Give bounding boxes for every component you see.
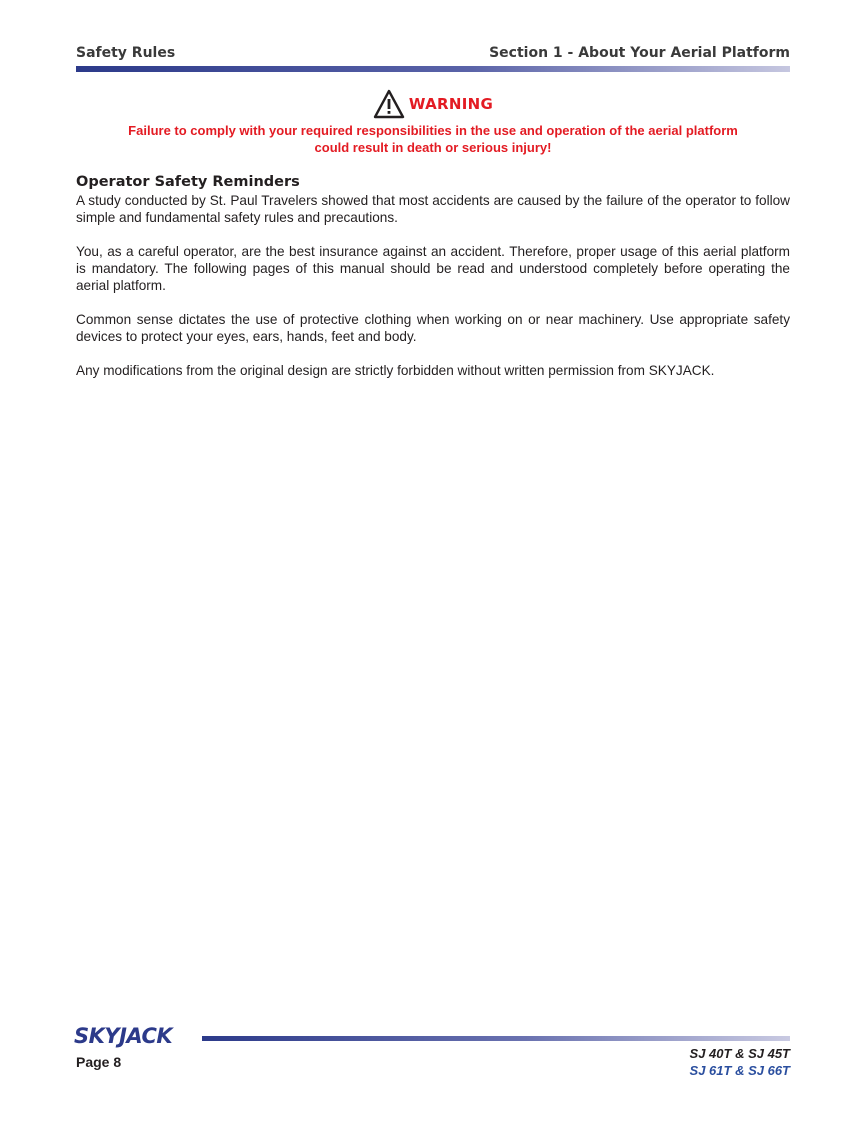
skyjack-logo: SKYJACK xyxy=(74,1024,173,1048)
warning-line-2: could result in death or serious injury! xyxy=(314,140,552,155)
section-heading: Operator Safety Reminders xyxy=(76,174,300,190)
header-section-name: Safety Rules xyxy=(76,45,176,61)
paragraph-careful-operator: You, as a careful operator, are the best insurance against an accident. Therefore, proper usage of this aerial platform is mandatory. The following pages of this manual should be read and understood completely before operating the aerial platform. xyxy=(76,244,790,293)
header-section-title: Section 1 - About Your Aerial Platform xyxy=(489,45,790,61)
warning-triangle-icon xyxy=(373,89,405,119)
warning-line-1: Failure to comply with your required responsibilities in the use and operation of the aerial platform xyxy=(128,123,738,138)
paragraph-common-sense: Common sense dictates the use of protective clothing when working on or near machinery. Use appropriate safety devices to protect your eyes, ears, hands, feet and body. xyxy=(76,312,790,344)
warning-heading xyxy=(0,89,866,119)
section-body xyxy=(76,192,790,396)
paragraph-modifications: Any modifications from the original design are strictly forbidden without written permission from SKYJACK. xyxy=(76,363,715,378)
header-divider xyxy=(76,66,790,72)
warning-message xyxy=(76,122,790,156)
warning-title: WARNING xyxy=(408,95,494,113)
paragraph-study: A study conducted by St. Paul Travelers showed that most accidents are caused by the failure of the operator to follow simple and fundamental safety rules and precautions. xyxy=(76,193,790,225)
page-number: Page 8 xyxy=(76,1054,122,1070)
footer-divider xyxy=(202,1036,790,1041)
model-line-1: SJ 40T & SJ 45T xyxy=(689,1046,790,1061)
model-line-2: SJ 61T & SJ 66T xyxy=(689,1063,790,1078)
